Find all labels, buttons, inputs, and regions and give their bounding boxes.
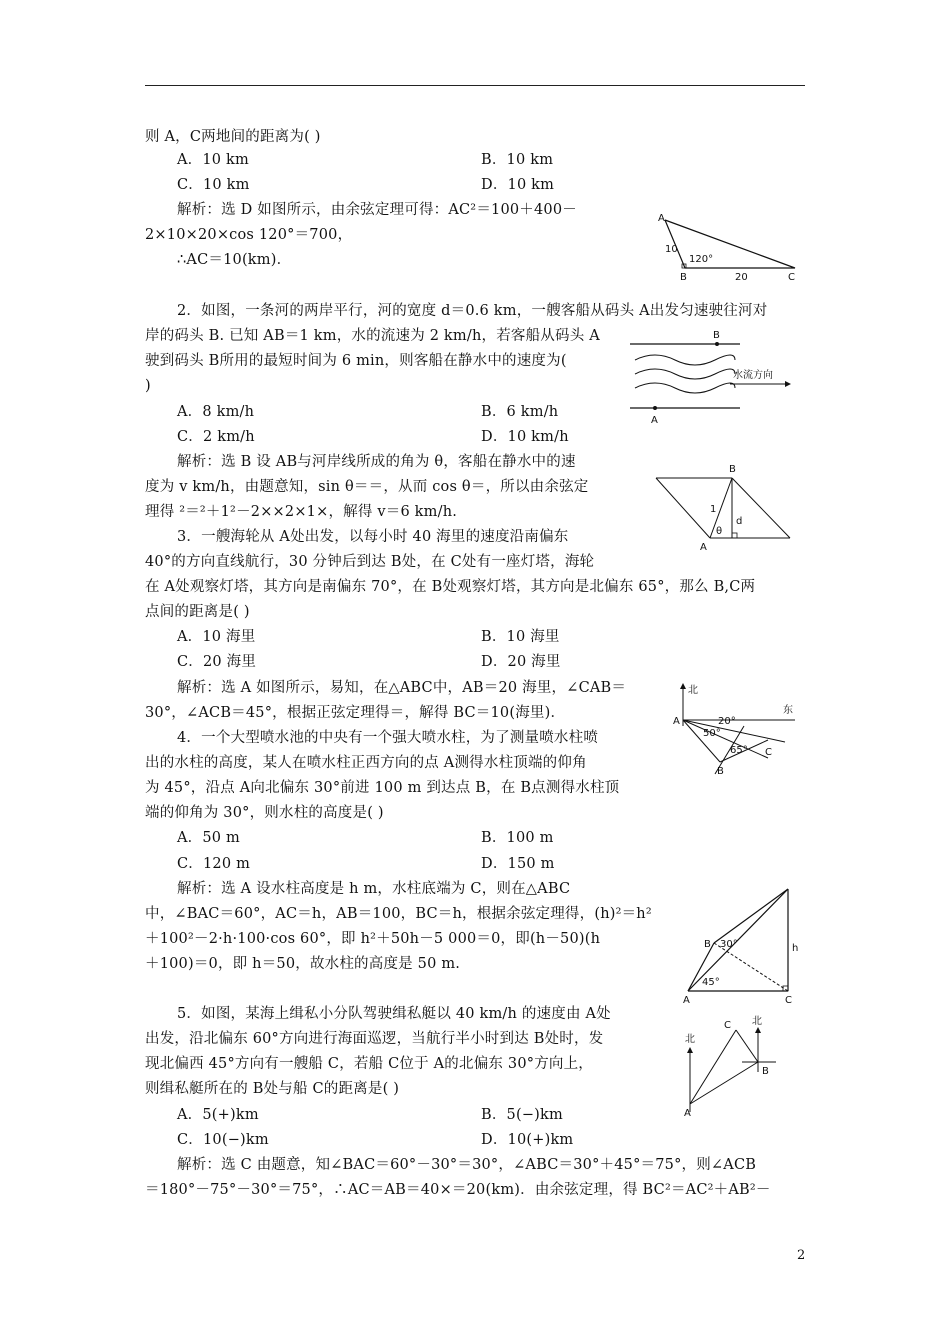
label-d: d [736,516,743,527]
option-d: D．20 海里 [481,654,561,670]
label-a: A [651,415,658,426]
triangle-figure-1 [655,212,805,282]
problem-5-line: 则缉私艇所在的 B处与船 C的距离是( ) [145,1081,400,1097]
label-north-b: 北 [752,1016,762,1027]
label-east: 东 [783,705,793,716]
problem-3-line: 点间的距离是( ) [145,604,250,620]
problem-2-line: ) [145,378,151,394]
label-ab: 10 [665,244,678,255]
option-b: B．10 km [481,152,554,168]
label-a: A [658,213,665,224]
label-h: h [792,943,799,954]
solution-line: 2×10×20×cos 120°＝700， [145,227,353,243]
option-a: A．10 海里 [177,629,256,645]
option-b: B．100 m [481,830,554,846]
label-b: B [704,939,711,950]
label-b: B [713,330,720,341]
problem-5-line: 出发，沿北偏东 60°方向进行海面巡逻，当航行半小时到达 B处时，发 [145,1031,604,1047]
label-north: 北 [688,685,698,696]
header-rule [145,85,805,86]
problem-2-line: 2．如图，一条河的两岸平行，河的宽度 d＝0.6 km，一艘客船从码头 A出发匀速驶往河对 [177,303,768,319]
solution-line: 解析：选 A 如图所示，易知，在△ABC中，AB＝20 海里，∠CAB＝ [177,680,627,696]
problem-3-line: 在 A处观察灯塔，其方向是南偏东 70°，在 B处观察灯塔，其方向是北偏东 65°，那么 B,C两 [145,579,756,595]
solution-line: ＋100)＝0，即 h＝50，故水柱的高度是 50 m. [145,956,461,972]
label-c: C [765,747,772,758]
option-d: D．10 km/h [481,429,569,445]
problem-4-line: 端的仰角为 30°，则水柱的高度是( ) [145,805,384,821]
label-north-a: 北 [685,1034,695,1045]
solution-line: ∴AC＝10(km)． [177,252,292,268]
label-c: C [785,995,792,1005]
solution-line: 解析：选 B 设 AB与河岸线所成的角为 θ，客船在静水中的速 [177,454,576,470]
solution-line: 30°，∠ACB＝45°，根据正弦定理得＝，解得 BC＝10(海里)． [145,705,566,721]
option-c: C．2 km/h [177,429,255,445]
problem-3-line: 3．一艘海轮从 A处出发，以每小时 40 海里的速度沿南偏东 [177,529,569,545]
label-45: 45° [702,977,720,988]
solution-line: 解析：选 D 如图所示，由余弦定理可得：AC²＝100＋400－ [177,202,577,218]
problem-3-line: 40°的方向直线航行，30 分钟后到达 B处，在 C处有一座灯塔，海轮 [145,554,595,570]
problem-4-line: 4．一个大型喷水池的中央有一个强大喷水柱，为了测量喷水柱喷 [177,730,599,746]
problem-4-line: 出的水柱的高度，某人在喷水柱正西方向的点 A测得水柱顶端的仰角 [145,755,587,771]
option-a: A．50 m [177,830,240,846]
compass-figure-2 [678,1012,788,1122]
label-a: A [700,542,707,553]
option-a: A．5(+)km [177,1107,259,1123]
label-a: A [683,995,690,1005]
river-figure [625,328,795,428]
label-b: B [680,272,687,282]
option-d: D．10(+)km [481,1132,574,1148]
parallelogram-figure [648,462,803,557]
solution-line: ＋100²－2·h·100·cos 60°，即 h²＋50h－5 000＝0，即(h－50)(h [145,931,601,947]
label-theta: θ [716,526,723,537]
option-c: C．20 海里 [177,654,257,670]
option-a: A．10 km [177,152,249,168]
label-one: 1 [710,504,717,515]
label-50: 50° [703,728,721,739]
label-flow: 水流方向 [733,370,773,381]
option-c: C．10(−)km [177,1132,269,1148]
label-angle: 120° [689,254,714,265]
label-bc: 20 [735,272,748,282]
option-d: D．150 m [481,856,555,872]
label-b: B [717,766,724,777]
option-c: C．10 km [177,177,250,193]
solution-line: 理得 ²＝²＋1²－2××2×1×，解得 v＝6 km/h. [145,504,458,520]
option-a: A．8 km/h [177,404,255,420]
label-65: 65° [730,745,748,756]
label-a: A [673,716,680,727]
option-c: C．120 m [177,856,251,872]
compass-figure-1 [670,680,805,780]
solution-line: 度为 v km/h，由题意知，sin θ＝＝，从而 cos θ＝，所以由余弦定 [145,479,589,495]
label-a: A [684,1108,691,1119]
label-20: 20° [718,716,736,727]
text-line: 则 A，C两地间的距离为( ) [145,129,321,145]
label-30: 30° [720,939,738,950]
fountain-figure [678,885,803,1005]
problem-4-line: 为 45°，沿点 A向北偏东 30°前进 100 m 到达点 B，在 B点测得水柱顶 [145,780,620,796]
problem-2-line: 驶到码头 B所用的最短时间为 6 min，则客船在静水中的速度为( [145,353,567,369]
solution-line: 解析：选 C 由题意，知∠BAC＝60°－30°＝30°，∠ABC＝30°＋45°＝75°，则∠ACB [177,1157,757,1173]
label-c: C [724,1020,731,1031]
option-b: B．10 海里 [481,629,560,645]
problem-5-line: 现北偏西 45°方向有一艘船 C，若船 C位于 A的北偏东 30°方向上， [145,1056,594,1072]
option-d: D．10 km [481,177,555,193]
page-number: 2 [797,1248,806,1263]
label-b: B [729,464,736,475]
problem-2-line: 岸的码头 B. 已知 AB＝1 km，水的流速为 2 km/h，若客船从码头 A [145,328,600,344]
solution-line: 中，∠BAC＝60°，AC＝h，AB＝100，BC＝h，根据余弦定理得，(h)²＝h² [145,906,652,922]
solution-line: ＝180°－75°－30°＝75°，∴AC＝AB＝40×＝20(km)．由余弦定理，得 BC²＝AC²＋AB²－ [145,1182,771,1198]
problem-5-line: 5．如图，某海上缉私小分队驾驶缉私艇以 40 km/h 的速度由 A处 [177,1006,611,1022]
solution-line: 解析：选 A 设水柱高度是 h m，水柱底端为 C，则在△ABC [177,881,571,897]
option-b: B．5(−)km [481,1107,563,1123]
label-c: C [788,272,795,282]
option-b: B．6 km/h [481,404,559,420]
label-b: B [762,1066,769,1077]
